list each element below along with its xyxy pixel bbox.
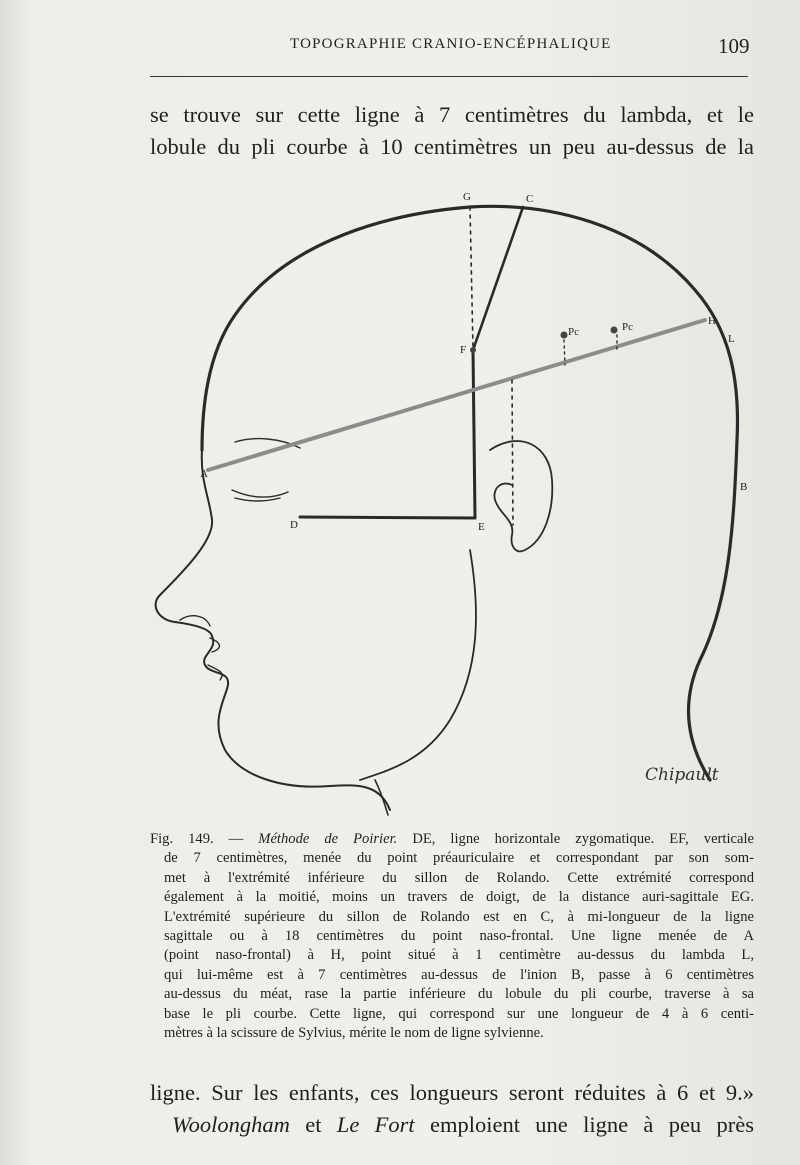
page-number: 109 bbox=[718, 34, 750, 58]
caption-line-6: sagittale ou à 18 centimètres du point naso-frontal. Une ligne menée de A bbox=[164, 928, 754, 945]
dotted-line-G bbox=[470, 207, 473, 348]
caption-line-2: de 7 centimètres, menée du point préauriculaire et correspondant par son som- bbox=[164, 850, 754, 867]
skull-outline bbox=[202, 206, 738, 780]
body-text-line-1: se trouve sur cette ligne à 7 centimètres du lambda, et le bbox=[150, 102, 754, 127]
label-A: A bbox=[200, 468, 208, 480]
line-AH bbox=[208, 320, 705, 470]
line-FC bbox=[473, 207, 523, 350]
artist-signature: Chipault bbox=[645, 765, 719, 785]
point-pc2 bbox=[611, 327, 618, 334]
header-rule bbox=[150, 76, 748, 77]
body-text-line-2: lobule du pli courbe à 10 centimètres un peu au-dessus de la bbox=[150, 134, 754, 159]
label-pc1: Pc bbox=[568, 326, 579, 338]
line-EF bbox=[473, 350, 475, 518]
label-G: G bbox=[463, 191, 471, 203]
caption-line-1: Fig. 149. — Méthode de Poirier. DE, ligne horizontale zygomatique. EF, verticale bbox=[150, 831, 755, 847]
author-woolongham: Woolongham bbox=[172, 1112, 290, 1137]
label-H: H bbox=[708, 315, 716, 327]
label-F: F bbox=[460, 344, 467, 356]
dotted-line-meatus bbox=[512, 380, 513, 525]
author-le-fort: Le Fort bbox=[336, 1112, 415, 1137]
caption-line-5: L'extrémité supérieure du sillon de Rolando est en C, à mi-longueur de la ligne bbox=[164, 908, 754, 925]
body-text-line-3: ligne. Sur les enfants, ces longueurs seront réduites à 6 et 9.» bbox=[150, 1080, 754, 1105]
caption-line-3: met à l'extrémité inférieure du sillon de Rolando. Cette extrémité correspond bbox=[164, 869, 754, 886]
label-C: C bbox=[526, 193, 534, 205]
label-E: E bbox=[478, 521, 485, 533]
body-text-line-4: Woolongham et Le Fort emploient une ligne à peu près bbox=[172, 1112, 754, 1137]
face-profile bbox=[156, 450, 390, 810]
label-B: B bbox=[740, 481, 748, 493]
line-DE bbox=[300, 517, 475, 518]
caption-line-7: (point naso-frontal) à H, point situé à 1 centimètre au-dessus du lambda L, bbox=[164, 947, 754, 964]
label-pc2: Pc bbox=[622, 321, 633, 333]
ear bbox=[490, 441, 552, 551]
eye bbox=[232, 490, 288, 501]
point-pc1 bbox=[561, 332, 568, 339]
running-head: TOPOGRAPHIE CRANIO-ENCÉPHALIQUE bbox=[290, 36, 612, 52]
label-D: D bbox=[290, 519, 298, 531]
point-F bbox=[470, 347, 476, 353]
caption-line-8: qui lui-même est à 7 centimètres au-dessus de l'inion B, passe à 6 centimètres bbox=[164, 966, 754, 983]
caption-line-4: également à la moitié, moins un travers de doigt, de la distance auri-sagittale EG. bbox=[164, 889, 754, 906]
neck-front bbox=[375, 780, 388, 815]
head-diagram bbox=[140, 180, 780, 820]
caption-line-10: base le pli courbe. Cette ligne, qui correspond sur une longueur de 4 à 6 centi- bbox=[164, 1005, 754, 1022]
figure-caption bbox=[150, 830, 754, 1043]
jaw-line bbox=[360, 550, 476, 780]
caption-line-9: au-dessus du méat, rase la partie inférieure du lobule du pli courbe, traverse à sa bbox=[164, 986, 754, 1003]
caption-line-11: mètres à la scissure de Sylvius, mérite le nom de ligne sylvienne. bbox=[164, 1025, 544, 1042]
label-L: L bbox=[728, 333, 735, 345]
